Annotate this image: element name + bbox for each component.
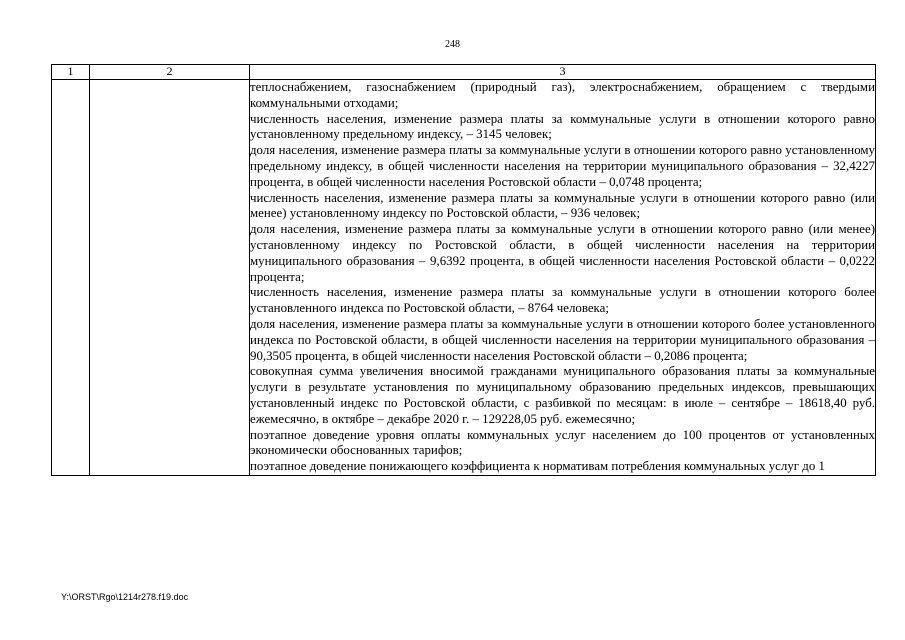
cell-col-2: [90, 80, 250, 476]
document-table: [51, 64, 876, 476]
column-header-2: 2: [90, 65, 250, 80]
paragraph: доля населения, изменение размера платы за коммунальные услуги в отношении которого более установленного индекса по Ростовской области, в общей численности населения на территории муниципального образования – 90,3505 процента, в общей численности населения Ростовской области – 0,2086 процента;: [250, 316, 875, 363]
table-row: [52, 80, 876, 476]
column-header-3: 3: [250, 65, 876, 80]
paragraph: теплоснабжением, газоснабжением (природный газ), электроснабжением, обращением с твердыми коммунальными отходами;: [250, 80, 875, 110]
paragraph: совокупная сумма увеличения вносимой гражданами муниципального образования платы за коммунальные услуги в результате установления по муниципальному образованию предельных индексов, превышающих установленный индекс по Ростовской области, с разбивкой по месяцам: в июле – сентябре – 18618,40 руб. ежемесячно, в октябре – декабре 2020 г. – 129228,05 руб. ежемесячно;: [250, 364, 875, 426]
page-number: 248: [445, 39, 460, 50]
footer-file-path: Y:\ORST\Rgo\1214r278.f19.doc: [61, 592, 189, 602]
paragraph: численность населения, изменение размера платы за коммунальные услуги в отношении которого равно (или менее) установленному индексу по Ростовской области, – 936 человек;: [250, 190, 875, 221]
paragraph: поэтапное доведение понижающего коэффициента к нормативам потребления коммунальных услуг до 1: [250, 459, 825, 474]
column-header-1: 1: [52, 65, 90, 80]
cell-col-1: [52, 80, 90, 476]
cell-col-3: [250, 80, 876, 476]
paragraph: численность населения, изменение размера платы за коммунальные услуги в отношении которого более установленного индекса по Ростовской области, – 8764 человека;: [250, 285, 875, 316]
table-header-row: [52, 65, 876, 80]
paragraph: поэтапное доведение уровня оплаты коммунальных услуг населением до 100 процентов от установленных экономически обоснованных тарифов;: [250, 427, 875, 458]
paragraph: численность населения, изменение размера платы за коммунальные услуги в отношении которого равно установленному предельному индексу, – 3145 человек;: [250, 111, 875, 142]
paragraph: доля населения, изменение размера платы за коммунальные услуги в отношении которого равно установленному предельному индексу, в общей численности населения на территории муниципального образования – 32,4227 процента, в общей численности населения Ростовской области – 0,0748 процента;: [250, 143, 875, 189]
paragraph: доля населения, изменение размера платы за коммунальные услуги в отношении которого равно (или менее) установленному индексу по Ростовской области, в общей численности населения на территории муниципального образования – 9,6392 процента, в общей численности населения Ростовской области – 0,0222 процента;: [250, 222, 875, 284]
